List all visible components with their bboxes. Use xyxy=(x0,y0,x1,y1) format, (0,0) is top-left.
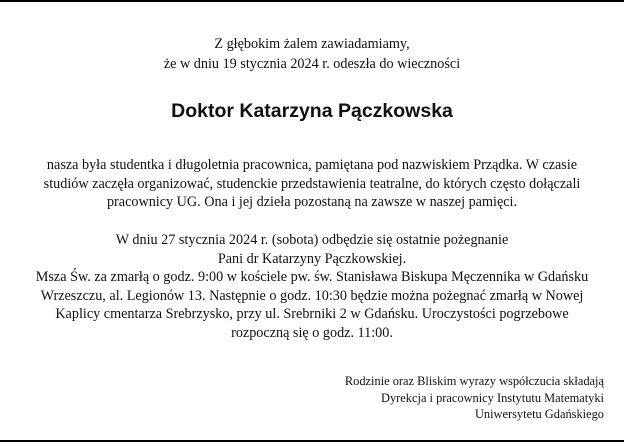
funeral-line: rozpoczną się o godz. 11:00. xyxy=(231,324,393,341)
header-line-2: że w dniu 19 stycznia 2024 r. odeszła do wieczności xyxy=(163,56,461,72)
funeral-line: Msza Św. za zmarłą o godz. 9:00 w kościele pw. św. Stanisława Biskupa Męczennika w Gdańsku xyxy=(35,269,589,286)
memory-line: pracownicy UG. Ona i jej dzieła pozostaną na zawsze w naszej pamięci. xyxy=(106,194,518,211)
funeral-line: Kaplicy cmentarza Srebrzysko, przy ul. Srebrniki 2 w Gdańsku. Uroczystości pogrzebowe xyxy=(55,306,569,323)
funeral-line: W dniu 27 stycznia 2024 r. (sobota) odbędzie się ostatnie pożegnanie xyxy=(115,232,509,248)
condolences-signature xyxy=(345,373,604,423)
top-border-line xyxy=(0,0,624,2)
memory-line: nasza była studentka i długoletnia pracownica, pamiętana pod nazwiskiem Prządka. W czasie xyxy=(46,157,578,173)
memory-line: studiów zaczęła organizować, studenckie przedstawienia teatralne, do których często dołączali xyxy=(43,175,581,192)
funeral-line: Wrzeszczu, al. Legionów 13. Następnie o godz. 10:30 będzie można pożegnać zmarłą w Nowej xyxy=(40,287,584,304)
memory-paragraph xyxy=(0,156,624,212)
condolences-line: Rodzinie oraz Bliskim wyrazy współczucia składają xyxy=(344,374,604,388)
bottom-border-line xyxy=(0,440,624,442)
signature-line: Dyrekcja i pracownicy Instytutu Matematyki xyxy=(381,390,604,405)
funeral-paragraph xyxy=(0,231,624,343)
funeral-line: Pani dr Katarzyny Pączkowskiej. xyxy=(217,250,407,267)
deceased-name-heading: Doktor Katarzyna Pączkowska xyxy=(171,100,453,122)
header-line-1: Z głębokim żalem zawiadamiamy, xyxy=(214,36,410,52)
signature-line: Uniwersytetu Gdańskiego xyxy=(474,407,604,421)
